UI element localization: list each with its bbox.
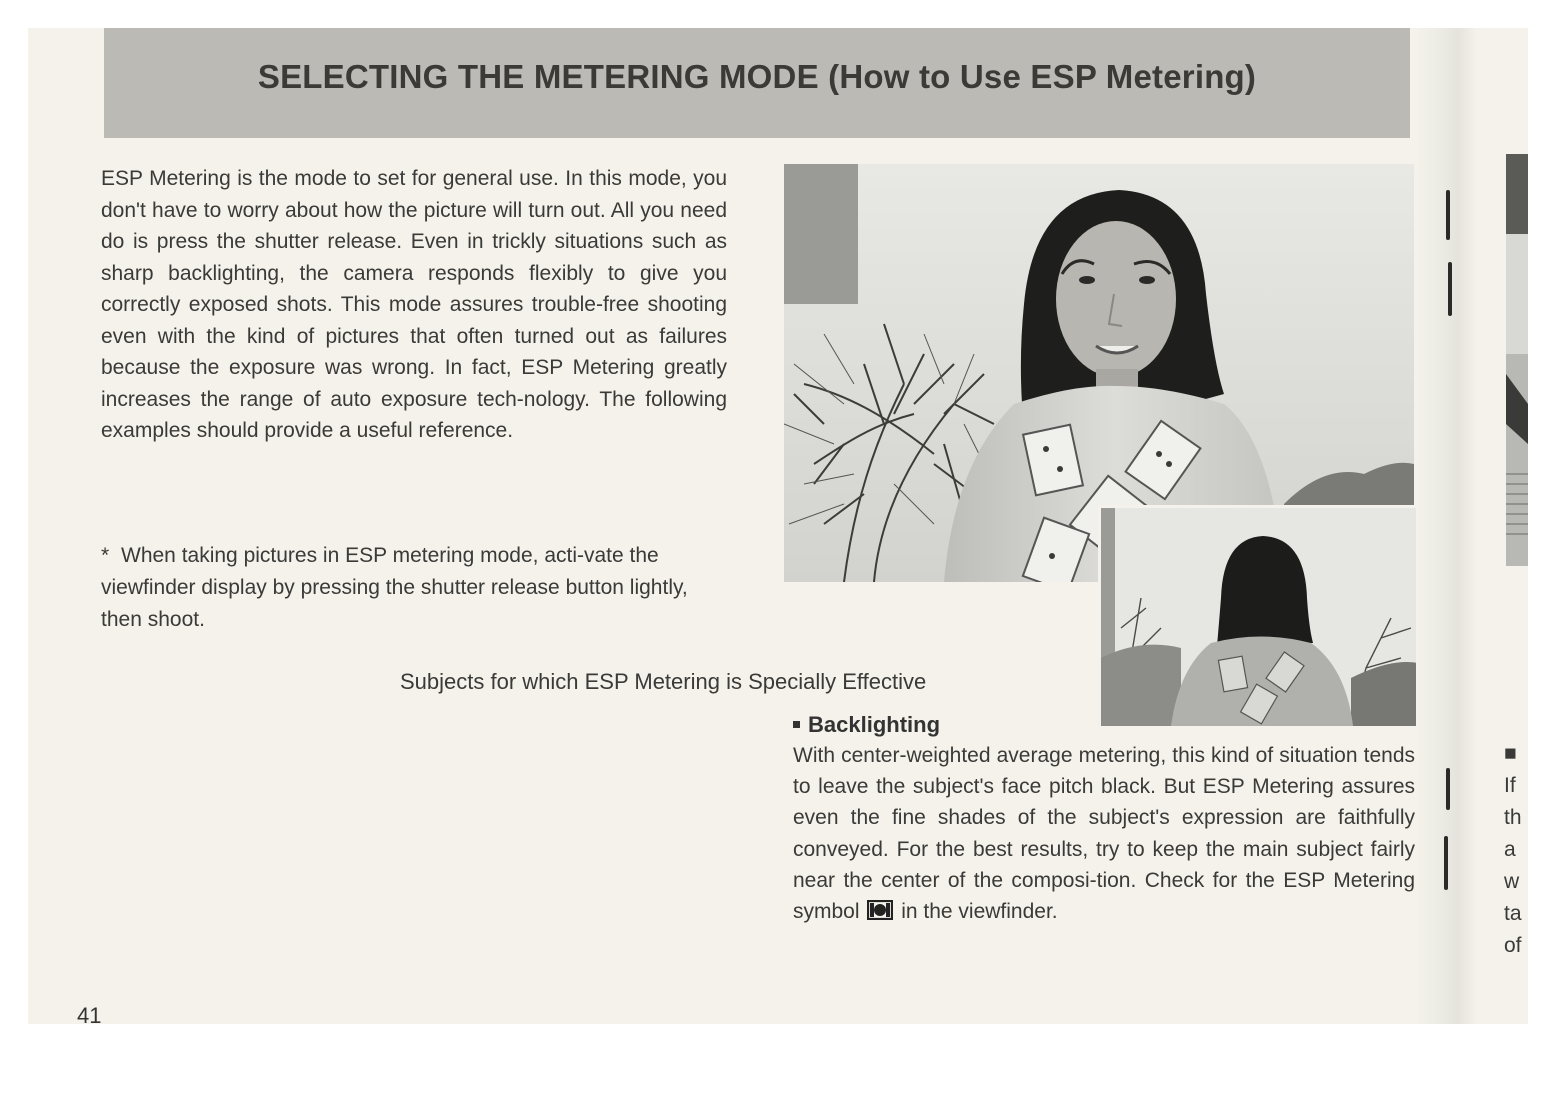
backlighting-body-text: With center-weighted average metering, this kind of situation tends to leave the subject's face pitch black. But ESP Metering assures even the fine shades of the subject's expression are faithfully conveyed. For the best results, try to keep the main subject fairly near the center of the composi-tion. Check for the ESP Metering symbol xyxy=(793,744,1415,924)
manual-page-spread xyxy=(28,28,1528,1024)
header-band xyxy=(104,28,1410,138)
gutter-mark xyxy=(1448,262,1452,316)
next-page-line: of xyxy=(1504,934,1522,957)
photo-silhouette-illustration xyxy=(1101,508,1418,726)
intro-paragraph: ESP Metering is the mode to set for general use. In this mode, you don't have to worry about how the picture will turn out. All you need do is press the shutter release. Even in trickly situations such as sharp backlighting, the camera responds flexibly to give you correctly exposed shots. This mode assures trouble-free shooting even with the kind of pictures that often turned out as failures because the exposure was wrong. In fact, ESP Metering greatly increases the range of auto exposure tech-nology. The following examples should provide a useful reference. xyxy=(101,167,727,442)
page-title: SELECTING THE METERING MODE (How to Use ESP Metering) xyxy=(257,58,1257,95)
next-page-line: th xyxy=(1504,806,1522,829)
next-page-line: w xyxy=(1504,870,1520,893)
note-text: When taking pictures in ESP metering mode, acti-vate the viewfinder display by pressing the shutter release button lightly, then shoot. xyxy=(101,544,688,631)
gutter-mark xyxy=(1446,190,1450,240)
backlighting-heading xyxy=(793,712,940,738)
next-page-line: ■ xyxy=(1504,742,1517,765)
inset-comparison-photo xyxy=(1098,505,1418,726)
next-page-photo-fragment xyxy=(1506,154,1528,566)
backlighting-body xyxy=(793,740,1415,927)
next-page-text-fragment xyxy=(1504,738,1528,962)
note-marker: * xyxy=(101,544,110,567)
gutter-mark xyxy=(1446,768,1450,810)
next-page-photo-illustration xyxy=(1506,154,1528,566)
photo-caption: Subjects for which ESP Metering is Specially Effective xyxy=(400,669,927,694)
backlighting-body-end: in the viewfinder. xyxy=(901,900,1058,924)
next-page-line: a xyxy=(1504,838,1516,861)
gutter-mark xyxy=(1444,836,1448,890)
next-page-line: ta xyxy=(1504,902,1522,925)
esp-metering-symbol-icon xyxy=(867,900,893,920)
next-page-line: If xyxy=(1504,774,1516,797)
page-number: 41 xyxy=(77,1003,102,1024)
backlighting-heading-text: Backlighting xyxy=(808,712,941,737)
usage-note xyxy=(101,540,727,636)
bullet-square-icon xyxy=(793,721,800,728)
